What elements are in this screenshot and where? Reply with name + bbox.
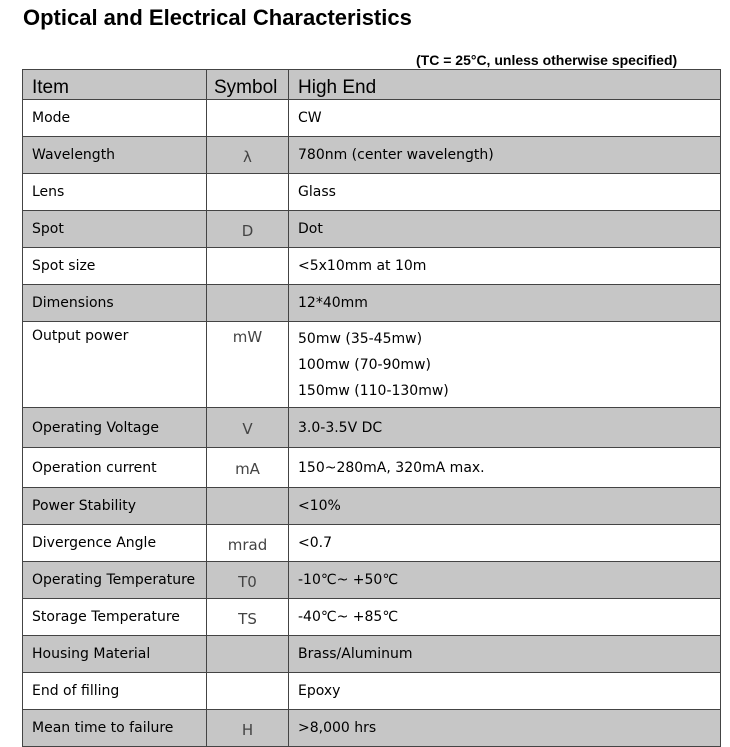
- value-line: 100mw (70-90mw): [298, 356, 431, 373]
- item-cell: Divergence Angle: [23, 525, 207, 562]
- value-cell: <10%: [289, 488, 721, 525]
- symbol-cell: mA: [207, 448, 289, 488]
- value-cell: >8,000 hrs: [289, 710, 721, 747]
- item-cell: End of filling: [23, 673, 207, 710]
- symbol-cell: [207, 636, 289, 673]
- value-cell: CW: [289, 100, 721, 137]
- item-cell: Mode: [23, 100, 207, 137]
- symbol-cell: [207, 673, 289, 710]
- table-row: [23, 248, 721, 285]
- page-title: Optical and Electrical Characteristics: [23, 5, 412, 30]
- symbol-cell: mW: [207, 322, 289, 408]
- symbol-cell: V: [207, 408, 289, 448]
- item-cell: Spot: [23, 211, 207, 248]
- table-row: [23, 488, 721, 525]
- test-condition-note: (TC = 25°C, unless otherwise specified): [416, 52, 678, 68]
- table-row: [23, 599, 721, 636]
- table-row: [23, 562, 721, 599]
- item-cell: Mean time to failure: [23, 710, 207, 747]
- value-cell: <0.7: [289, 525, 721, 562]
- header-item: Item: [23, 70, 207, 100]
- item-cell: Power Stability: [23, 488, 207, 525]
- symbol-cell: [207, 100, 289, 137]
- value-cell: Dot: [289, 211, 721, 248]
- item-cell: Operating Temperature: [23, 562, 207, 599]
- table-row: [23, 525, 721, 562]
- table-row: [23, 285, 721, 322]
- table-row: [23, 211, 721, 248]
- value-cell: Brass/Aluminum: [289, 636, 721, 673]
- symbol-cell: D: [207, 211, 289, 248]
- item-cell: Storage Temperature: [23, 599, 207, 636]
- header-symbol: Symbol: [207, 70, 289, 100]
- item-cell: Output power: [23, 322, 207, 408]
- item-cell: Lens: [23, 174, 207, 211]
- table-row: [23, 322, 721, 408]
- item-cell: Spot size: [23, 248, 207, 285]
- symbol-cell: [207, 285, 289, 322]
- symbol-cell: [207, 248, 289, 285]
- value-line: 150mw (110-130mw): [298, 382, 449, 399]
- header-value: High End: [289, 70, 721, 100]
- symbol-cell: T0: [207, 562, 289, 599]
- symbol-cell: λ: [207, 137, 289, 174]
- table-row: [23, 174, 721, 211]
- item-cell: Operation current: [23, 448, 207, 488]
- table-header-row: [23, 70, 721, 100]
- table-row: [23, 673, 721, 710]
- table-row: [23, 408, 721, 448]
- item-cell: Wavelength: [23, 137, 207, 174]
- value-cell: 12*40mm: [289, 285, 721, 322]
- value-cell: 3.0-3.5V DC: [289, 408, 721, 448]
- table-row: [23, 448, 721, 488]
- value-cell: [289, 322, 721, 408]
- value-cell: Epoxy: [289, 673, 721, 710]
- item-cell: Dimensions: [23, 285, 207, 322]
- value-cell: -10℃~ +50℃: [289, 562, 721, 599]
- table-row: [23, 100, 721, 137]
- item-cell: Operating Voltage: [23, 408, 207, 448]
- value-cell: 780nm (center wavelength): [289, 137, 721, 174]
- table-row: [23, 636, 721, 673]
- table-row: [23, 137, 721, 174]
- value-cell: -40℃~ +85℃: [289, 599, 721, 636]
- symbol-cell: mrad: [207, 525, 289, 562]
- item-cell: Housing Material: [23, 636, 207, 673]
- characteristics-table: [22, 69, 721, 747]
- symbol-cell: H: [207, 710, 289, 747]
- symbol-cell: [207, 488, 289, 525]
- value-cell: 150~280mA, 320mA max.: [289, 448, 721, 488]
- value-cell: Glass: [289, 174, 721, 211]
- value-line: 50mw (35-45mw): [298, 330, 423, 347]
- symbol-cell: [207, 174, 289, 211]
- table-row: [23, 710, 721, 747]
- symbol-cell: TS: [207, 599, 289, 636]
- value-cell: <5x10mm at 10m: [289, 248, 721, 285]
